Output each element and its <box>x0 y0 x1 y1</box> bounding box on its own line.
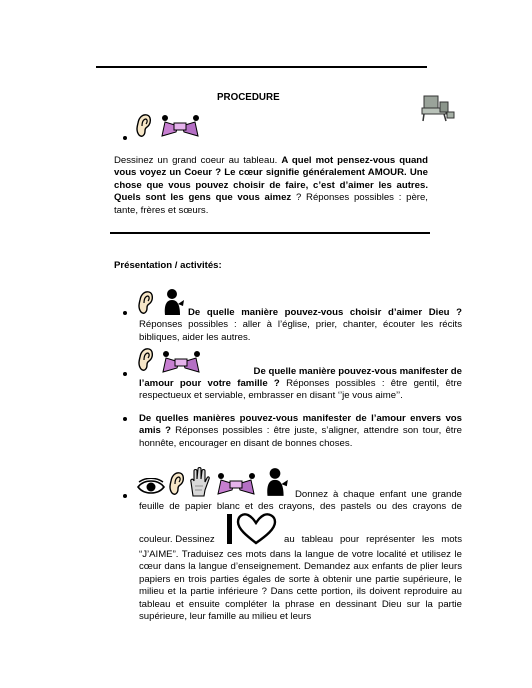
item-4-line-3a: couleur. Dessinez <box>139 534 215 545</box>
ear-icon <box>136 347 154 373</box>
procedure-heading: PROCEDURE <box>217 92 280 103</box>
ear-icon <box>167 471 185 497</box>
item-2-bold: l’amour pour votre famille ? <box>139 378 280 389</box>
item-2-line-1: De quelle manière pouvez-vous manifester de <box>253 366 462 377</box>
bullet <box>123 136 127 140</box>
middle-rule <box>110 232 430 234</box>
presentation-item-2 <box>139 378 462 403</box>
intro-bold: A quel mot pensez-vous quand vous voyez un Coeur ? Le cœur signifie généralement AMOUR. Une chose que vous pouvez choisir de faire, c’est d’aimer les autres. Quels sont les gens que vous aimez <box>114 155 428 204</box>
ear-icon <box>134 113 152 139</box>
bullet <box>123 417 127 421</box>
bullet <box>123 311 127 315</box>
top-rule <box>96 66 427 68</box>
hands-icon <box>212 472 260 496</box>
item-3-bold: De quelles manières pouvez-vous manifester de l’amour envers vos amis ? <box>139 413 462 437</box>
praying-child-icon <box>260 466 290 498</box>
presentation-item-3 <box>139 413 462 450</box>
item-4-line-1: Donnez à chaque enfant une grande <box>295 489 462 500</box>
bullet <box>123 372 127 376</box>
eye-icon <box>136 478 166 496</box>
hands-icon <box>157 350 205 374</box>
intro-tail: ? Réponses possibles : père, tante, frères et sœurs. <box>114 192 428 216</box>
item-2-plain: Réponses possibles : être gentil, être respectueux et serviable, embrasser en disant ‘’je vous aime’’. <box>139 378 462 402</box>
hand-icon <box>188 466 210 498</box>
hands-icon <box>156 114 204 138</box>
presentation-item-1 <box>139 307 462 344</box>
armchair-icon <box>420 94 456 122</box>
bullet <box>123 494 127 498</box>
item-4-rest: “J’AIME”. Traduisez ces mots dans la langue de votre localité et utilisez le cœur dans la langue d’enseignement. Demandez aux enfants de plier leurs papiers en trois parties égales de sorte à obtenir une partie supérieure, le milieu et la partie inférieure ? Dans cette portion, ils doivent reproduire au tableau et ensuite compléter la phrase en dessinant Dieu sur la partie supérieure, leur famille au milieu et leurs <box>139 549 462 623</box>
i-heart-icon <box>225 512 277 546</box>
item-3-plain: Réponses possibles : être juste, s’aligner, attendre son tour, être honnête, encourager en disant de bonnes choses. <box>139 425 462 449</box>
procedure-intro <box>114 155 428 217</box>
item-1-bold: De quelle manière pouvez-vous choisir d’aimer Dieu ? <box>188 307 462 318</box>
intro-plain: Dessinez un grand coeur au tableau. <box>114 155 282 166</box>
item-4-line-3b: au tableau pour représenter les mots <box>284 534 462 545</box>
item-4-line-2: feuille de papier blanc et des crayons, des pastels ou des crayons de <box>139 501 462 512</box>
item-1-plain: Réponses possibles : aller à l’église, prier, chanter, écouter les récits bibliques, aider les autres. <box>139 319 462 343</box>
presentation-heading: Présentation / activités: <box>114 260 222 271</box>
